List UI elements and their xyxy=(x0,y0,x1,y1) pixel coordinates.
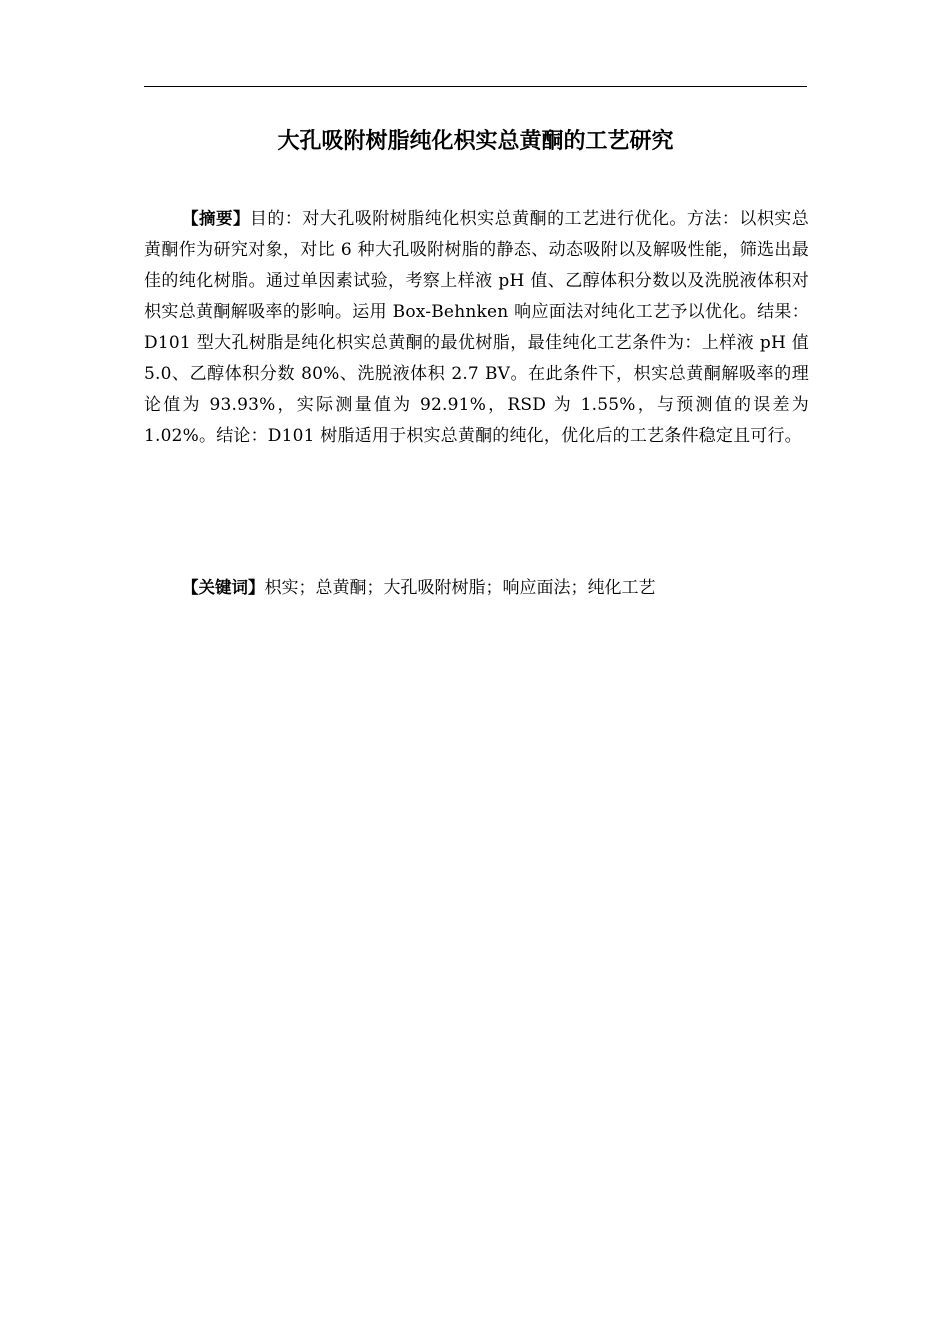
abstract-text: 目的：对大孔吸附树脂纯化枳实总黄酮的工艺进行优化。方法：以枳实总黄酮作为研究对象，对比 6 种大孔吸附树脂的静态、动态吸附以及解吸性能，筛选出最佳的纯化树脂。通过单因素试验，考察上样液 pH 值、乙醇体积分数以及洗脱液体积对枳实总黄酮解吸率的影响。运用 Box-Behnken 响应面法对纯化工艺予以优化。结果：D101 型大孔树脂是纯化枳实总黄酮的最优树脂，最佳纯化工艺条件为：上样液 pH 值 5.0、乙醇体积分数 80%、洗脱液体积 2.7 BV。在此条件下，枳实总黄酮解吸率的理论值为 93.93%，实际测量值为 92.91%，RSD 为 1.55%，与预测值的误差为 1.02%。结论：D101 树脂适用于枳实总黄酮的纯化，优化后的工艺条件稳定且可行。 xyxy=(144,209,809,446)
keywords-paragraph xyxy=(144,572,807,604)
header-rule xyxy=(144,86,807,87)
abstract-label: 【摘要】 xyxy=(182,209,250,228)
abstract-paragraph xyxy=(144,203,809,452)
keywords-label: 【关键词】 xyxy=(182,578,265,597)
keywords-text: 枳实；总黄酮；大孔吸附树脂；响应面法；纯化工艺 xyxy=(264,578,656,598)
paper-title: 大孔吸附树脂纯化枳实总黄酮的工艺研究 xyxy=(277,129,674,154)
